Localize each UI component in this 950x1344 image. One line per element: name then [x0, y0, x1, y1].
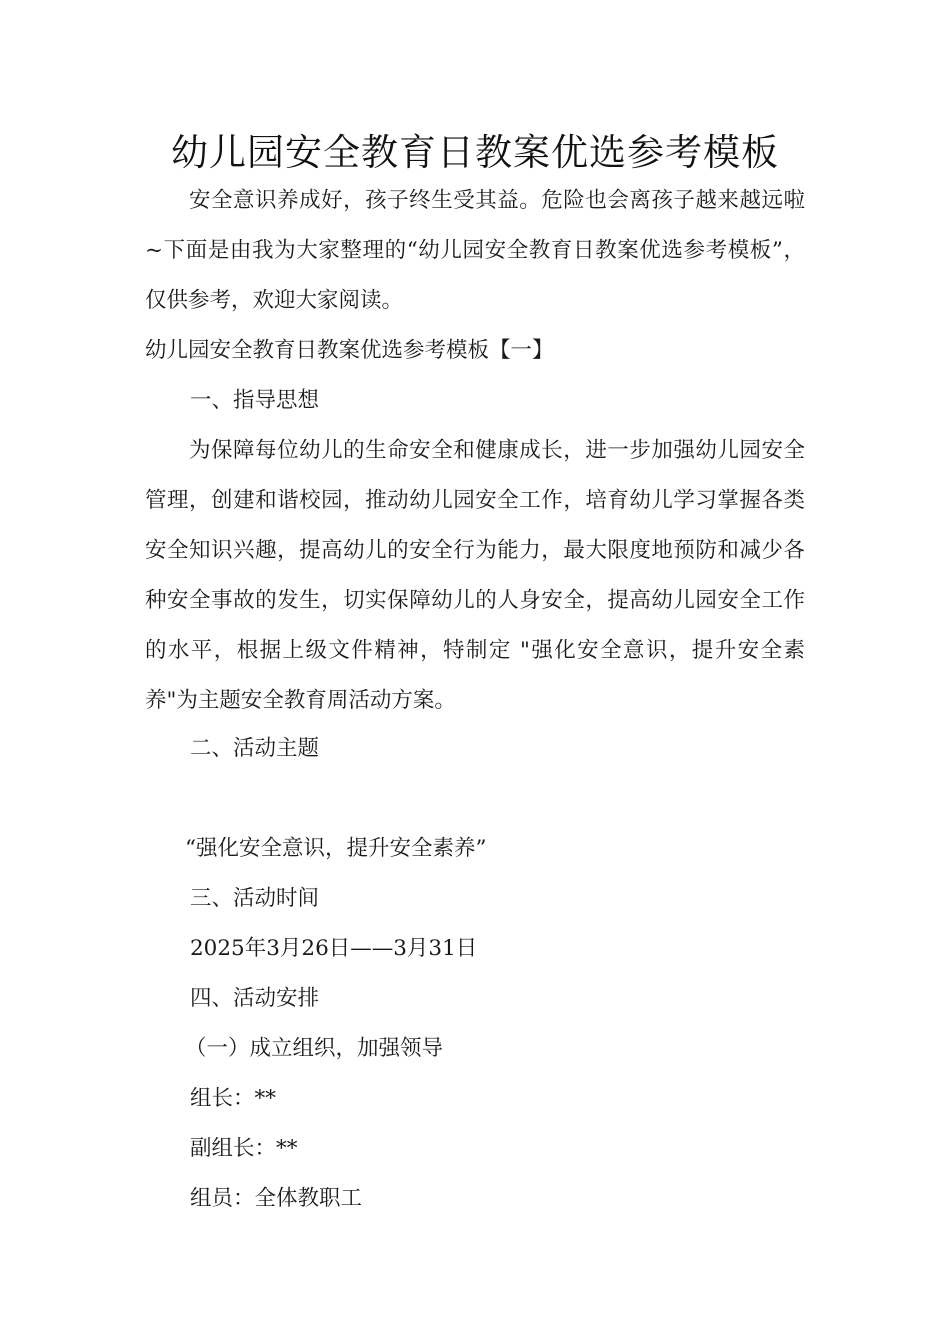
section1-body: 为保障每位幼儿的生命安全和健康成长，进一步加强幼儿园安全管理，创建和谐校园，推动幼儿园安全工作，培育幼儿学习掌握各类安全知识兴趣，提高幼儿的安全行为能力，最大限度地预防和减少各种安全事故的发生，切实保障幼儿的人身安全，提高幼儿园安全工作的水平，根据上级文件精神，特制定 "强化安全意识，提升安全素养"为主题安全教育周活动方案。 [145, 438, 805, 713]
group-members: 组员：全体教职工 [190, 1186, 363, 1211]
document-title: 幼儿园安全教育日教案优选参考模板 [171, 131, 779, 174]
group-leader: 组长：** [190, 1086, 277, 1111]
subsection1-heading: （一）成立组织，加强领导 [185, 1036, 444, 1061]
activity-time: 2025年3月26日——3月31日 [190, 936, 478, 961]
deputy-leader: 副组长：** [190, 1136, 298, 1161]
section2-heading: 二、活动主题 [190, 736, 320, 761]
section3-heading: 三、活动时间 [190, 886, 320, 911]
section4-heading: 四、活动安排 [190, 986, 320, 1011]
activity-theme: “强化安全意识，提升安全素养” [185, 836, 487, 861]
intro-paragraph: 安全意识养成好，孩子终生受其益。危险也会离孩子越来越远啦~下面是由我为大家整理的“幼儿园安全教育日教案优选参考模板”，仅供参考，欢迎大家阅读。 [145, 188, 805, 313]
section1-heading: 一、指导思想 [190, 388, 320, 413]
section-subtitle: 幼儿园安全教育日教案优选参考模板【一】 [145, 338, 554, 363]
